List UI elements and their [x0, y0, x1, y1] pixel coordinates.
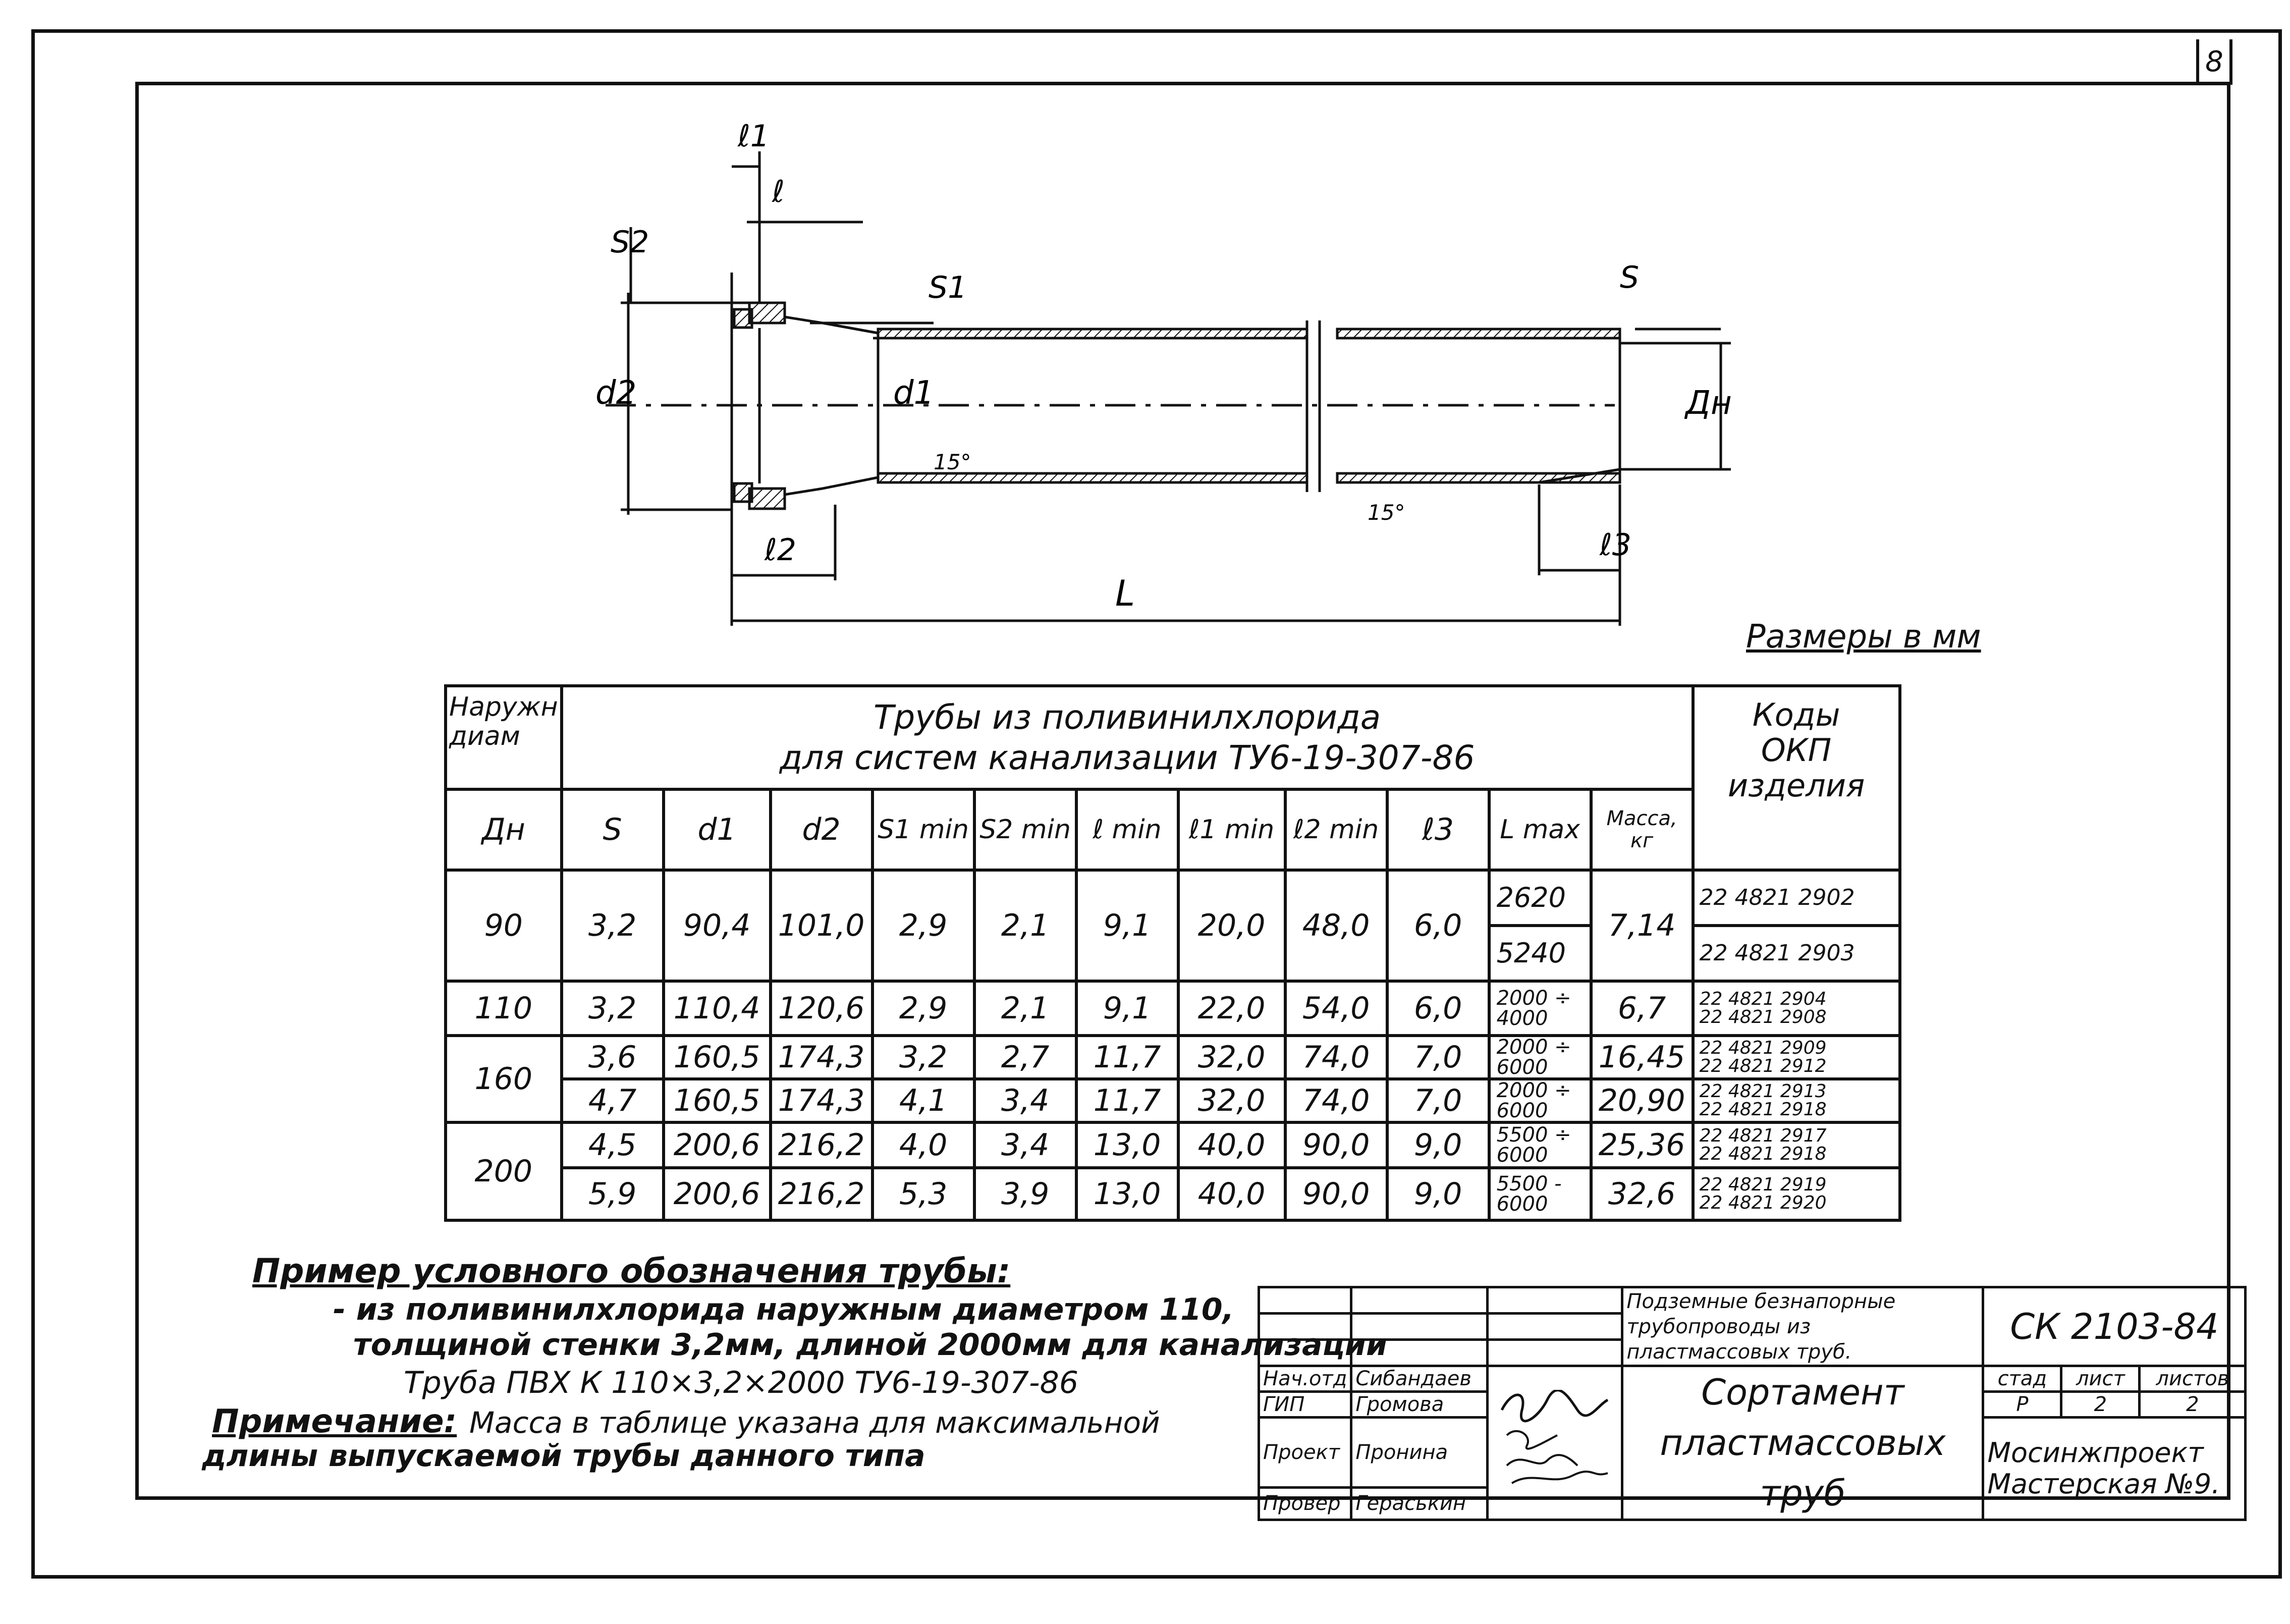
example-line-1: - из поливинилхлорида наружным диаметром 110, [333, 1292, 1234, 1327]
column-header-row [446, 789, 1900, 870]
table-row: 160 3,6 160,5 174,3 3,2 2,7 11,7 32,0 74,0 7,0 2000 ÷ 6000 16,45 22 4821 2909 22 4821 2912 [446, 1036, 1900, 1079]
pipe-spec-table [444, 684, 1901, 1222]
example-line-3: Труба ПВХ К 110×3,2×2000 ТУ6-19-307-86 [404, 1365, 1079, 1400]
example-heading: Пример условного обозначения трубы: [252, 1252, 1011, 1290]
col-s2min: S2 min [974, 789, 1076, 870]
name-1: Сибандаев [1351, 1366, 1488, 1392]
col-s1min: S1 min [873, 789, 974, 870]
label-angle-2: 15° [1368, 500, 1405, 525]
signatures [1488, 1366, 1622, 1520]
col-mass: Масса, кг [1591, 789, 1693, 870]
col-l3: ℓ3 [1387, 789, 1489, 870]
pipe-drawing [580, 121, 1791, 646]
table-row: 110 3,2 110,4 120,6 2,9 2,1 9,1 22,0 54,0 6,0 2000 ÷ 4000 6,7 22 4821 2904 22 4821 2908 [446, 981, 1900, 1036]
stage-value: Р [1983, 1392, 2061, 1418]
col-d2: d2 [771, 789, 873, 870]
hdr-table-title: Трубы из поливинилхлорида для систем канализации ТУ6-19-307-86 [562, 686, 1693, 789]
example-line-2: толщиной стенки 3,2мм, длиной 2000мм для канализации [353, 1327, 1387, 1363]
role-2: ГИП [1259, 1392, 1351, 1418]
label-l3: ℓ3 [1600, 527, 1631, 563]
role-3: Проект [1259, 1418, 1351, 1488]
col-lmin: ℓ min [1076, 789, 1178, 870]
organization: Мосинжпроект Мастерская №9. [1983, 1418, 2246, 1520]
hdr-okp-codes: Коды ОКП изделия [1693, 686, 1900, 870]
label-angle-1: 15° [934, 450, 971, 474]
label-l: ℓ [772, 174, 785, 209]
label-dn: Дн [1685, 385, 1732, 422]
title-block [1258, 1286, 2247, 1521]
label-l2: ℓ2 [765, 532, 796, 568]
col-dn: Дн [446, 789, 562, 870]
name-3: Пронина [1351, 1418, 1488, 1488]
note-line-2: длины выпускаемой трубы данного типа [202, 1438, 925, 1474]
label-s1: S1 [929, 270, 967, 305]
sheet-label: лист [2061, 1366, 2140, 1392]
name-4: Гераськин [1351, 1487, 1488, 1520]
table-row: 4,7 160,5 174,3 4,1 3,4 11,7 32,0 74,0 7,0 2000 ÷ 6000 20,90 22 4821 2913 22 4821 2918 [446, 1079, 1900, 1122]
col-s: S [562, 789, 664, 870]
hdr-outer-diam: Наружн диам [446, 686, 562, 789]
corner-sheet-number: 8 [2196, 39, 2232, 85]
document-code: СК 2103-84 [1983, 1287, 2246, 1366]
project-name: Подземные безнапорные трубопроводы из пластмассовых труб. [1622, 1287, 1983, 1366]
label-l1: ℓ1 [738, 121, 770, 154]
signature-image [1492, 1390, 1618, 1491]
label-L: L [1115, 573, 1135, 614]
label-s2: S2 [611, 225, 649, 260]
note-heading: Примечание: [212, 1403, 457, 1440]
table-row: 5,9 200,6 216,2 5,3 3,9 13,0 40,0 90,0 9,0 5500 - 6000 32,6 22 4821 2919 22 4821 2920 [446, 1168, 1900, 1220]
sheets-value: 2 [2140, 1392, 2246, 1418]
label-d1: d1 [893, 374, 935, 412]
role-4: Провер [1259, 1487, 1351, 1520]
col-d1: d1 [664, 789, 771, 870]
note-line-1: Масса в таблице указана для максимальной [469, 1405, 1160, 1440]
units-note: Размеры в мм [1746, 618, 1981, 656]
col-l1min: ℓ1 min [1178, 789, 1285, 870]
sheets-label: листов [2140, 1366, 2246, 1392]
sheet-value: 2 [2061, 1392, 2140, 1418]
label-d2: d2 [595, 374, 637, 412]
role-1: Нач.отд [1259, 1366, 1351, 1392]
name-2: Громова [1351, 1392, 1488, 1418]
table-row: 90 3,2 90,4 101,0 2,9 2,1 9,1 20,0 48,0 6,0 2620 7,14 22 4821 2902 [446, 870, 1900, 926]
col-lmax: L max [1489, 789, 1591, 870]
table-row: 5240 22 4821 2903 [446, 926, 1900, 981]
label-s: S [1620, 260, 1640, 295]
stage-label: стад [1983, 1366, 2061, 1392]
sheet-title: Сортамент пластмассовых труб [1622, 1366, 1983, 1520]
table-row: 200 4,5 200,6 216,2 4,0 3,4 13,0 40,0 90,0 9,0 5500 ÷ 6000 25,36 22 4821 2917 22 4821 2918 [446, 1122, 1900, 1168]
col-l2min: ℓ2 min [1285, 789, 1387, 870]
